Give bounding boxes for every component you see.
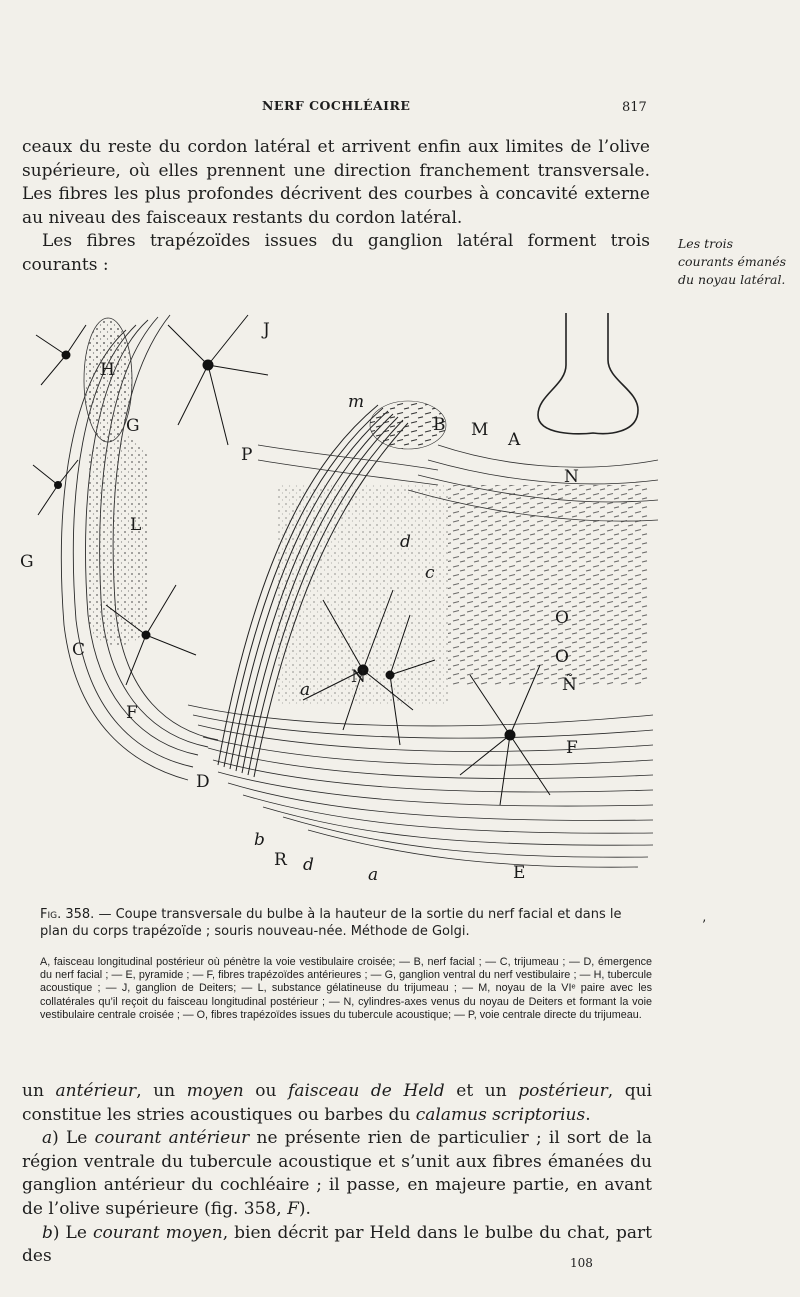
figure-label: A [508, 430, 521, 450]
figure-label: D [196, 772, 210, 792]
figure-label: H [100, 360, 115, 380]
paragraph: b) Le courant moyen, bien décrit par Held dans le bulbe du chat, part des [22, 1222, 652, 1267]
acoustic-tubercle [84, 318, 132, 442]
figure-caption [40, 906, 652, 940]
figure-label: B [433, 415, 446, 435]
running-title: NERF COCHLÉAIRE [262, 98, 411, 113]
figure-label: L [130, 515, 142, 535]
inset-outline-sketch [538, 313, 638, 434]
figure-label: E [513, 863, 526, 883]
figure-label: N [564, 467, 579, 487]
figure-label: G [126, 416, 140, 436]
bottom-text-block [22, 1080, 652, 1269]
paragraph: a) Le courant antérieur ne présente rien de particulier ; il sort de la région ventrale du tubercule acoustique et s’unit aux fibres émanées du ganglion antérieur du cochléaire ; il passe, en majeure partie, en avant de l’olive supérieure (fig. 358, F). [22, 1128, 652, 1219]
figure-label: O [555, 608, 569, 628]
figure-label: Ñ [562, 675, 577, 695]
figure-label: d [400, 532, 411, 552]
figure-label: J [263, 320, 270, 340]
figure-label: F [126, 703, 138, 723]
figure-label: b [254, 830, 265, 850]
figure-label: a [368, 865, 379, 885]
figure-legend: A, faisceau longitudinal postérieur où pénètre la voie vestibulaire croisée; — B, nerf facial ; — C, trijumeau ; — D, émergence du nerf facial ; — E, pyramide ; — F, fibres trapézoïdes antérieures ; — G, ganglion ventral du nerf vestibulaire ; — H, tubercule acoustique ; — J, ganglion de Deiters; — L, substance gélatineuse du trijumeau ; — M, noyau de la VIᵉ paire avec les collatérales qu’il reçoit du faisceau longitudinal postérieur ; — N, cylindres-axes venus du noyau de Deiters et formant la voie vestibulaire centrale croisée ; — O, fibres trapézoïdes issues du tubercule acoustique; — P, voie centrale directe du trijumeau. [40, 956, 652, 1021]
figure-358 [18, 285, 663, 890]
signature-mark: 108 [570, 1256, 593, 1270]
figure-label: C [72, 640, 86, 660]
paragraph: Les fibres trapézoïdes issues du ganglion latéral forment trois courants : [22, 231, 650, 275]
figure-label: N [351, 667, 366, 687]
figure-label: c [425, 563, 435, 583]
figure-number: Fig. 358. — [40, 907, 112, 922]
figure-label: P [241, 445, 253, 465]
figure-label: G [20, 552, 34, 572]
figure-label: R [274, 850, 287, 870]
figure-label: d [303, 855, 314, 875]
margin-note: Les trois courants émanés du noyau latéral. [678, 236, 787, 287]
margin-mark: ’ [702, 918, 707, 933]
trapezoid-fiber-field [448, 485, 648, 685]
figure-label: F [566, 738, 578, 758]
page-number: 817 [622, 100, 647, 115]
figure-label: O [555, 647, 569, 667]
caption-text: Coupe transversale du bulbe à la hauteur de la sortie du nerf facial et dans le plan du corps trapézoïde ; souris nouveau-née. Méthode de Golgi. [40, 907, 622, 939]
figure-label: a [300, 680, 311, 700]
figure-label: m [348, 392, 365, 412]
paragraph: ceaux du reste du cordon latéral et arrivent enfin aux limites de l’olive supérieure, où elles prennent une direction franchement transversale. Les fibres les plus profondes décrivent des courbes à concavité externe au niveau des faisceaux restants du cordon latéral. [22, 137, 650, 228]
figure-label: M [471, 420, 489, 440]
paragraph: un antérieur, un moyen ou faisceau de Held et un postérieur, qui constitue les stries acoustiques ou barbes du calamus scriptorius. [22, 1081, 652, 1125]
golgi-section-illustration [18, 285, 663, 890]
top-text-block [22, 136, 650, 278]
